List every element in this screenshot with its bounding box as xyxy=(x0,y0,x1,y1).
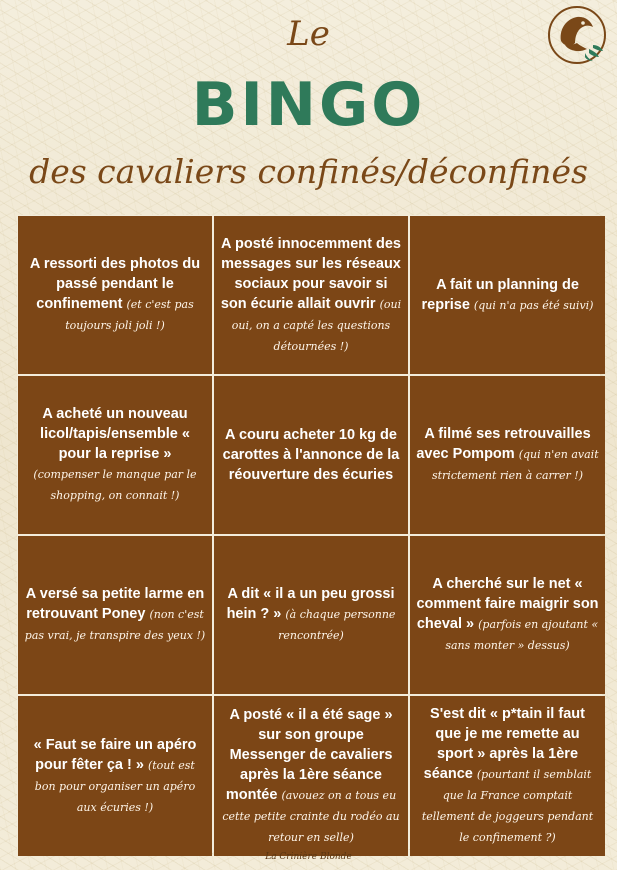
cell-note-text: (compenser le manque par le shopping, on connait !) xyxy=(33,468,197,502)
bingo-cell[interactable] xyxy=(18,376,212,534)
cell-main-text: A couru acheter 10 kg de carottes à l'annonce de la réouverture des écuries xyxy=(222,427,400,483)
title-le: Le xyxy=(287,14,330,54)
bingo-cell[interactable] xyxy=(18,536,212,694)
cell-note-text: (non c'est pas vrai, je transpire des yeux !) xyxy=(24,608,206,642)
cell-note-text: (avouez on a tous eu cette petite crainte du rodéo au retour en selle) xyxy=(222,788,400,844)
bingo-cell[interactable] xyxy=(214,376,408,534)
signature: La Crinière Blonde xyxy=(265,852,352,862)
cell-main-text: A versé sa petite larme en retrouvant Poney xyxy=(25,586,205,622)
cell-main-text: A acheté un nouveau licol/tapis/ensemble « pour la reprise » xyxy=(40,406,190,462)
cell-note-text: (oui oui, on a capté les questions détournées !) xyxy=(231,297,402,353)
title-bingo: BINGO xyxy=(191,70,426,140)
cell-main-text: A dit « il a un peu grossi hein ? » xyxy=(226,586,395,622)
cell-note-text: (qui n'en avait strictement rien à carrer !) xyxy=(431,448,599,482)
bingo-cell[interactable] xyxy=(18,216,212,374)
cell-note-text: (tout est bon pour organiser un apéro aux écuries !) xyxy=(34,758,196,814)
bingo-cell[interactable] xyxy=(410,696,605,856)
cell-note-text: (parfois en ajoutant « sans monter » dessus) xyxy=(445,618,599,652)
cell-main-text: « Faut se faire un apéro pour fêter ça ! » xyxy=(33,736,197,773)
cell-main-text: A posté « il a été sage » sur son groupe Messenger de cavaliers après la 1ère séance montée xyxy=(225,706,393,803)
cell-main-text: A posté innocemment des messages sur les réseaux sociaux pour savoir si son écurie allait ouvrir xyxy=(220,235,401,312)
bingo-cell[interactable] xyxy=(410,536,605,694)
cell-note-text: (à chaque personne rencontrée) xyxy=(278,608,396,642)
cell-main-text: S'est dit « p*tain il faut que je me remette au sport » après la 1ère séance xyxy=(423,706,585,782)
bingo-cell[interactable] xyxy=(410,216,605,374)
cell-note-text: (et c'est pas toujours joli joli !) xyxy=(65,298,194,332)
title-subtitle: des cavaliers confinés/déconfinés xyxy=(29,152,588,191)
cell-main-text: A fait un planning de reprise xyxy=(421,276,579,313)
bingo-cell[interactable] xyxy=(18,696,212,856)
cell-main-text: A cherché sur le net « comment faire maigrir son cheval » xyxy=(416,576,599,632)
cell-note-text: (pourtant il semblait que la France comptait tellement de joggeurs pendant le confinement ?) xyxy=(421,768,594,844)
bingo-cell[interactable] xyxy=(410,376,605,534)
bingo-cell[interactable] xyxy=(214,536,408,694)
horse-head-logo-icon xyxy=(545,3,609,67)
bingo-cell[interactable] xyxy=(214,696,408,856)
bingo-cell[interactable] xyxy=(214,216,408,374)
bingo-grid xyxy=(17,215,600,849)
cell-note-text: (qui n'a pas été suivi) xyxy=(473,298,594,312)
cell-main-text: A filmé ses retrouvailles avec Pompom xyxy=(416,426,591,462)
cell-main-text: A ressorti des photos du passé pendant le confinement xyxy=(29,256,201,312)
